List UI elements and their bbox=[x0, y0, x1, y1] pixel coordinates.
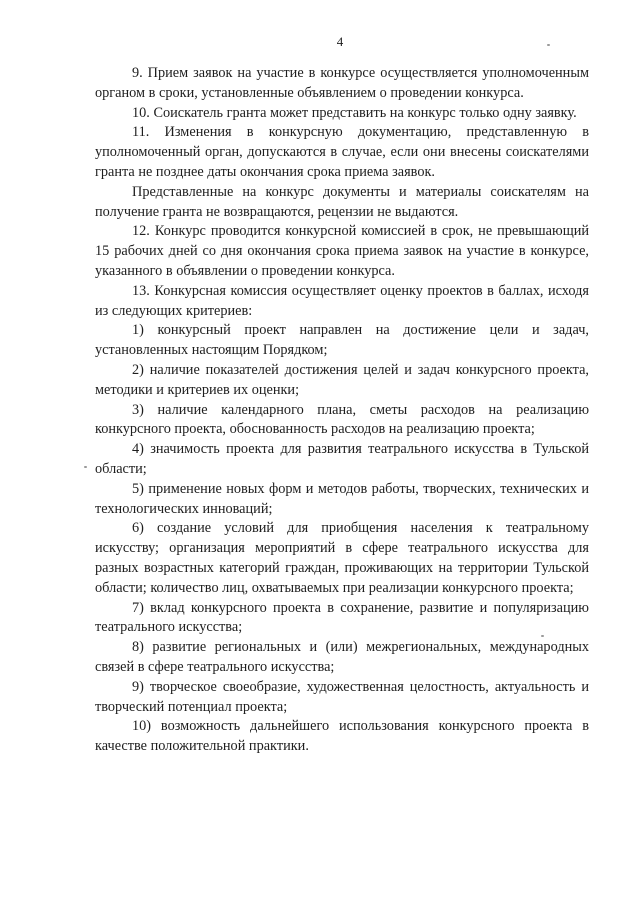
page-number: 4 bbox=[336, 34, 344, 49]
criterion-6: 6) создание условий для приобщения населения к театральному искусству; организация мероприятий в сфере театрального искусства для разных возрастных категорий граждан, проживающих на территории Тульской области; количество лиц, охватываемых при реализации конкурсного проекта; bbox=[95, 520, 589, 596]
criterion-5: 5) применение новых форм и методов работы, творческих, технических и технологических инноваций; bbox=[95, 480, 589, 517]
criterion-9: 9) творческое своеобразие, художественная целостность, актуальность и творческий потенциал проекта; bbox=[95, 678, 589, 715]
criterion-10: 10) возможность дальнейшего использования конкурсного проекта в качестве положительной практики. bbox=[95, 718, 589, 755]
scan-speck bbox=[84, 466, 87, 468]
paragraph-item-11: 11. Изменения в конкурсную документацию, представленную в уполномоченный орган, допускаются в случае, если они внесены соискателями гранта не позднее даты окончания срока приема заявок. bbox=[95, 124, 589, 180]
criterion-1: 1) конкурсный проект направлен на достижение цели и задач, установленных настоящим Порядком; bbox=[95, 322, 589, 359]
criterion-2: 2) наличие показателей достижения целей и задач конкурсного проекта, методики и критериев их оценки; bbox=[95, 361, 589, 398]
paragraph-item-13: 13. Конкурсная комиссия осуществляет оценку проектов в баллах, исходя из следующих критериев: bbox=[95, 282, 589, 319]
paragraph-item-10: 10. Соискатель гранта может представить на конкурс только одну заявку. bbox=[132, 104, 577, 121]
document-body bbox=[95, 64, 589, 757]
criterion-7: 7) вклад конкурсного проекта в сохранение, развитие и популяризацию театрального искусства; bbox=[95, 599, 589, 636]
scan-speck bbox=[541, 635, 544, 637]
paragraph-item-9: 9. Прием заявок на участие в конкурсе осуществляется уполномоченным органом в сроки, установленные объявлением о проведении конкурса. bbox=[95, 65, 589, 101]
criterion-3: 3) наличие календарного плана, сметы расходов на реализацию конкурсного проекта, обоснованность расходов на реализацию проекта; bbox=[95, 401, 589, 438]
scan-speck bbox=[547, 44, 550, 46]
criterion-4: 4) значимость проекта для развития театрального искусства в Тульской области; bbox=[95, 441, 589, 477]
paragraph-item-12: 12. Конкурс проводится конкурсной комиссией в срок, не превышающий 15 рабочих дней со дня окончания срока приема заявок на участие в конкурсе, указанного в объявлении о проведении конкурса. bbox=[95, 223, 589, 279]
criterion-8: 8) развитие региональных и (или) межрегиональных, международных связей в сфере театрального искусства; bbox=[95, 639, 589, 675]
paragraph-materials-not-returned: Представленные на конкурс документы и материалы соискателям на получение гранта не возвращаются, рецензии не выдаются. bbox=[95, 183, 589, 220]
